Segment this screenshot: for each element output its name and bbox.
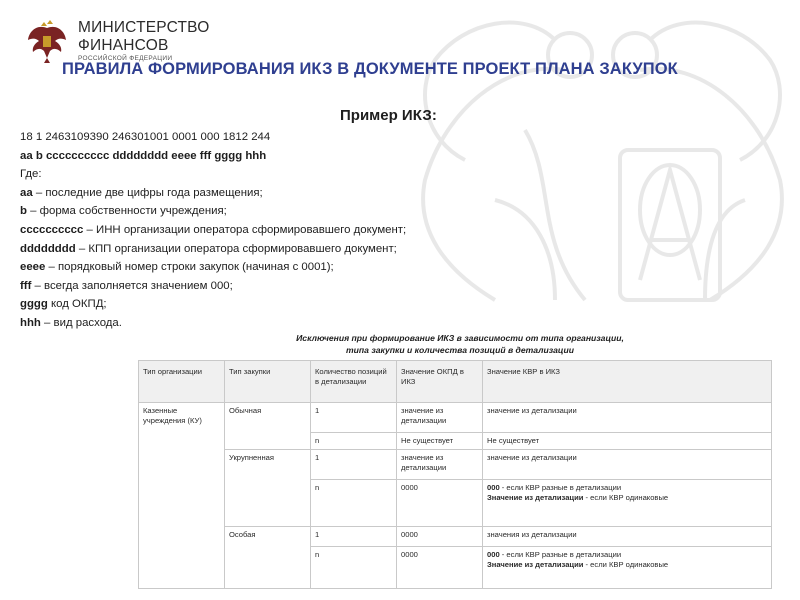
count-cell: 1 xyxy=(311,527,397,547)
ministry-name-line3: РОССИЙСКОЙ ФЕДЕРАЦИИ xyxy=(78,55,173,62)
purchase-type-cell: Укрупненная xyxy=(225,450,311,527)
ikz-item-text: код ОКПД; xyxy=(47,298,107,311)
ikz-item-key: aa xyxy=(20,186,33,199)
okpd-cell: значение из детализации xyxy=(397,450,483,480)
ikz-pattern: aa b cccccccccc dddddddd eeee fff gggg hhh xyxy=(20,149,267,162)
ikz-item-text: – ИНН организации оператора сформировавшего документ; xyxy=(83,223,407,236)
ikz-item-text: – последние две цифры года размещения; xyxy=(32,186,263,199)
ikz-item-key: gggg xyxy=(20,298,48,311)
count-cell: 1 xyxy=(311,450,397,480)
kvr-text: - если КВР одинаковые xyxy=(583,493,669,502)
ikz-item-text: – КПП организации оператора сформировавшего документ; xyxy=(75,242,397,255)
ikz-code: 18 1 2463109390 246301001 0001 000 1812 244 xyxy=(20,131,271,143)
exceptions-table xyxy=(138,360,772,589)
table-row xyxy=(139,450,772,480)
count-cell: n xyxy=(311,480,397,527)
column-header: Количество позиций в детализации xyxy=(311,361,397,403)
kvr-cell xyxy=(483,547,772,589)
okpd-cell: 0000 xyxy=(397,480,483,527)
okpd-cell: значение из детализации xyxy=(397,403,483,433)
page-title: ПРАВИЛА ФОРМИРОВАНИЯ ИКЗ В ДОКУМЕНТЕ ПРОЕКТ ПЛАНА ЗАКУПОК xyxy=(62,60,678,78)
kvr-text: значения из детализации xyxy=(487,530,577,539)
kvr-text: - если КВР разные в детализации xyxy=(499,483,622,492)
ikz-item-text: – всегда заполняется значением 000; xyxy=(31,279,233,292)
kvr-text: значение из детализации xyxy=(487,406,577,415)
ikz-explanation xyxy=(20,128,490,333)
count-cell: n xyxy=(311,433,397,450)
column-header: Значение КВР в ИКЗ xyxy=(483,361,772,403)
org-type-cell: Казенные учреждения (КУ) xyxy=(139,403,225,589)
ikz-item-text: – форма собственности учреждения; xyxy=(26,205,227,218)
kvr-text: Не существует xyxy=(487,436,540,445)
table-caption-line1: Исключения при формирование ИКЗ в зависимости от типа организации, xyxy=(296,333,624,343)
ikz-item xyxy=(20,240,490,259)
ikz-item xyxy=(20,314,490,333)
ikz-item-text: – порядковый номер строки закупок (начиная с 0001); xyxy=(45,261,334,274)
kvr-bold: Значение из детализации xyxy=(487,560,584,569)
ministry-eagle-logo xyxy=(26,18,68,64)
kvr-cell xyxy=(483,480,772,527)
ikz-item xyxy=(20,221,490,240)
kvr-bold: 000 xyxy=(487,550,500,559)
ministry-name-line2: ФИНАНСОВ xyxy=(78,36,169,54)
table-header-row xyxy=(139,361,772,403)
ikz-item-key: b xyxy=(20,205,27,218)
table-caption-line2: типа закупки и количества позиций в детализации xyxy=(346,344,574,355)
kvr-cell xyxy=(483,450,772,480)
kvr-text: - если КВР одинаковые xyxy=(583,560,669,569)
ikz-item-key: cccccccccc xyxy=(20,223,84,236)
count-cell: n xyxy=(311,547,397,589)
table-row xyxy=(139,403,772,433)
kvr-cell xyxy=(483,433,772,450)
ikz-item-text: – вид расхода. xyxy=(40,316,122,329)
purchase-type-cell: Обычная xyxy=(225,403,311,450)
ikz-item-key: eeee xyxy=(20,261,46,274)
count-cell: 1 xyxy=(311,403,397,433)
okpd-cell: 0000 xyxy=(397,547,483,589)
ikz-where: Где: xyxy=(20,168,42,181)
kvr-bold: 000 xyxy=(487,483,500,492)
ikz-item xyxy=(20,202,490,221)
ministry-name-line1: МИНИСТЕРСТВО xyxy=(78,19,210,36)
ikz-item-key: dddddddd xyxy=(20,242,76,255)
ikz-item xyxy=(20,295,490,314)
okpd-cell: Не существует xyxy=(397,433,483,450)
ikz-item xyxy=(20,277,490,296)
ikz-item xyxy=(20,184,490,203)
table-caption xyxy=(140,333,780,356)
purchase-type-cell: Особая xyxy=(225,527,311,589)
kvr-text: - если КВР разные в детализации xyxy=(499,550,622,559)
kvr-bold: Значение из детализации xyxy=(487,493,584,502)
ikz-item-key: fff xyxy=(20,279,32,292)
ministry-name xyxy=(78,20,209,63)
example-heading: Пример ИКЗ: xyxy=(340,107,437,124)
okpd-cell: 0000 xyxy=(397,527,483,547)
column-header: Тип организации xyxy=(139,361,225,403)
ikz-item xyxy=(20,258,490,277)
ikz-item-key: hhh xyxy=(20,316,41,329)
kvr-text: значение из детализации xyxy=(487,453,577,462)
column-header: Тип закупки xyxy=(225,361,311,403)
kvr-cell xyxy=(483,403,772,433)
kvr-cell xyxy=(483,527,772,547)
column-header: Значение ОКПД в ИКЗ xyxy=(397,361,483,403)
table-row xyxy=(139,527,772,547)
